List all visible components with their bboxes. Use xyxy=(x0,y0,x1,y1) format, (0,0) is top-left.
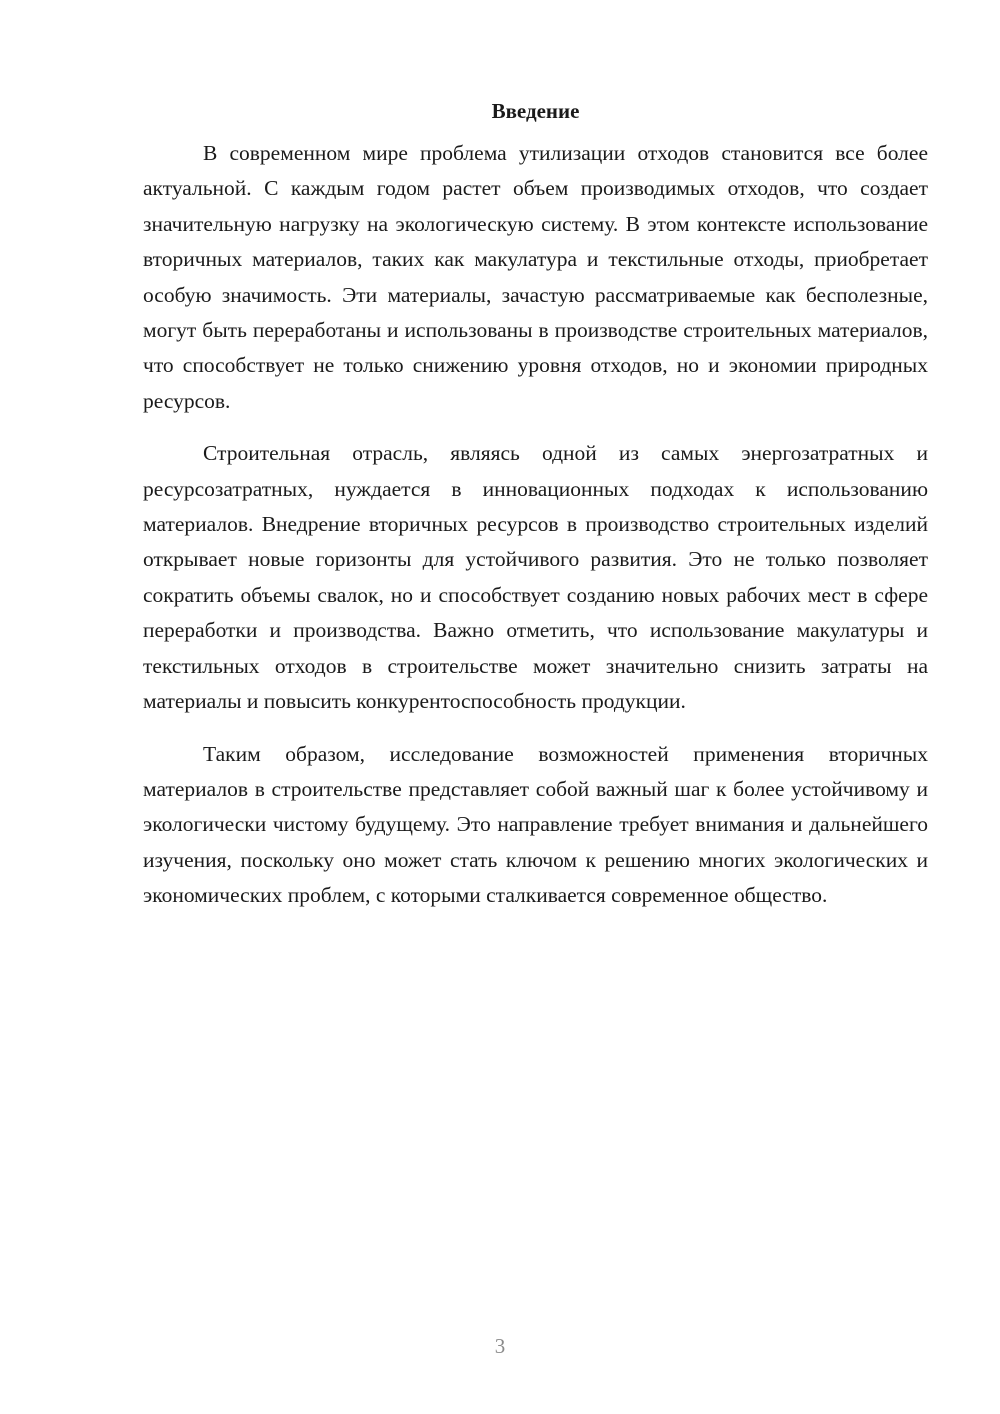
page-content xyxy=(143,96,928,931)
paragraph-1: В современном мире проблема утилизации отходов становится все более актуальной. С каждым годом растет объем производимых отходов, что создает значительную нагрузку на экологическую систему. В этом контексте использование вторичных материалов, таких как макулатура и текстильные отходы, приобретает особую значимость. Эти материалы, зачастую рассматриваемые как бесполезные, могут быть переработаны и использованы в производстве строительных материалов, что способствует не только снижению уровня отходов, но и экономии природных ресурсов. xyxy=(143,141,928,413)
page-title: Введение xyxy=(491,99,580,123)
page-number: 3 xyxy=(494,1334,506,1358)
paragraph-2: Строительная отрасль, являясь одной из самых энергозатратных и ресурсозатратных, нуждается в инновационных подходах к использованию материалов. Внедрение вторичных ресурсов в производство строительных изделий открывает новые горизонты для устойчивого развития. Это не только позволяет сократить объемы свалок, но и способствует созданию новых рабочих мест в сфере переработки и производства. Важно отметить, что использование макулатуры и текстильных отходов в строительстве может значительно снизить затраты на материалы и повысить конкурентоспособность продукции. xyxy=(143,441,928,714)
paragraph-3: Таким образом, исследование возможностей применения вторичных материалов в строительстве представляет собой важный шаг к более устойчивому и экологически чистому будущему. Это направление требует внимания и дальнейшего изучения, поскольку оно может стать ключом к решению многих экологических и экономических проблем, с которыми сталкивается современное общество. xyxy=(143,741,928,908)
